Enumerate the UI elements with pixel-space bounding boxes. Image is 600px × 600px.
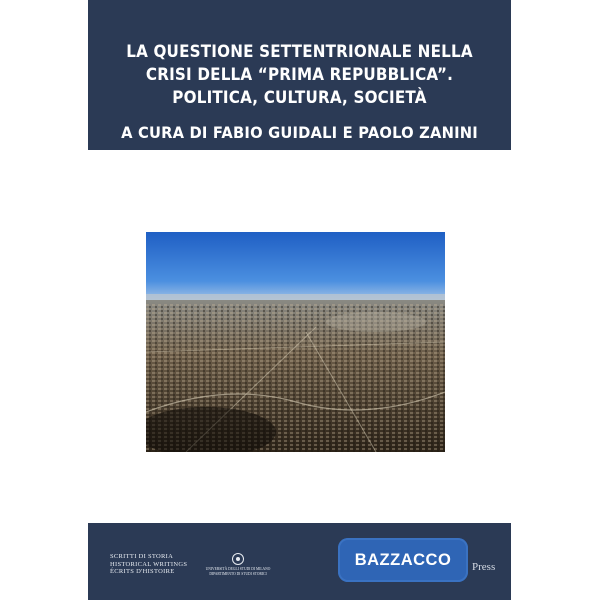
university-logo [203,553,273,577]
series-line-3: ÉCRITS D'HISTOIRE [110,568,175,575]
title-line-1: LA QUESTIONE SETTENTRIONALE NELLA [126,42,473,61]
publisher-band [88,523,511,600]
university-line-2: DIPARTIMENTO DI STUDI STORICI [209,572,267,576]
title-band [88,0,511,150]
publisher-logo: BAZZACCO [338,538,468,582]
series-line-1: SCRITTI DI STORIA [110,553,174,560]
book-title [105,40,494,109]
series-logo [110,553,190,576]
university-seal-icon [232,553,244,565]
series-line-2: HISTORICAL WRITINGS [110,560,188,568]
title-line-3: POLITICA, CULTURA, SOCIETÀ [172,88,427,107]
editors-line: A CURA DI FABIO GUIDALI E PAOLO ZANINI [121,123,478,142]
cover-photo-aerial-city [146,232,445,452]
book-cover [88,0,511,600]
university-line-1: UNIVERSITÀ DEGLI STUDI DI MILANO [205,567,271,571]
title-line-2: CRISI DELLA “PRIMA REPUBBLICA”. [145,65,454,84]
publisher-press-label: Press [472,561,496,573]
aerial-city-image [146,232,445,452]
